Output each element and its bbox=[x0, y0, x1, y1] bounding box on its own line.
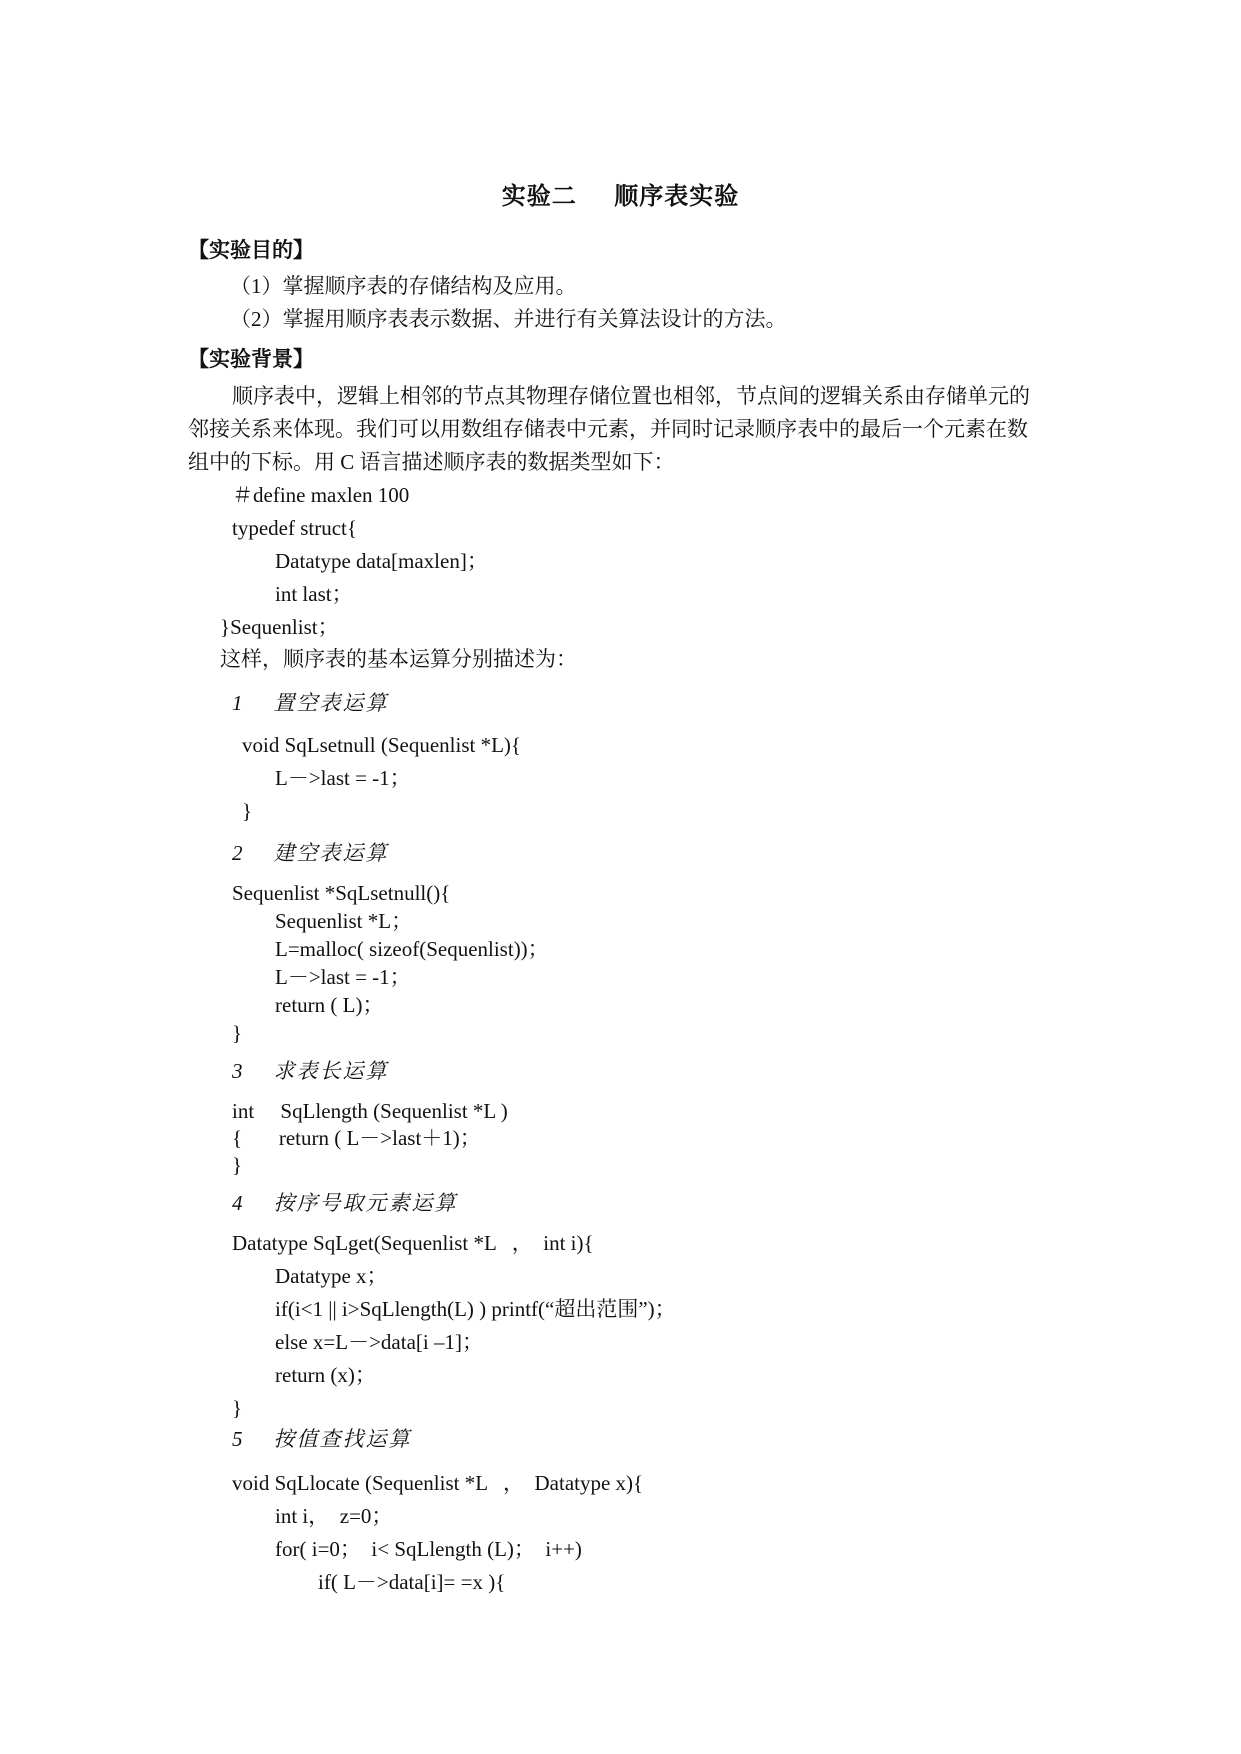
purpose-heading: 【实验目的】 bbox=[188, 238, 314, 262]
code-line: int i， z=0； bbox=[275, 1504, 393, 1528]
background-line: 组中的下标。用 C 语言描述顺序表的数据类型如下： bbox=[188, 450, 675, 474]
code-line: L=malloc( sizeof(Sequenlist))； bbox=[275, 937, 549, 961]
code-line: } bbox=[242, 799, 253, 823]
code-line: Sequenlist *SqLsetnull(){ bbox=[232, 881, 451, 905]
op-heading: 1 置空表运算 bbox=[232, 691, 389, 715]
code-line: int last； bbox=[275, 582, 353, 606]
code-line: for( i=0； i< SqLlength (L)； i++) bbox=[275, 1537, 582, 1561]
code-line: Datatype x； bbox=[275, 1264, 388, 1288]
purpose-item: （2）掌握用顺序表表示数据、并进行有关算法设计的方法。 bbox=[230, 307, 787, 331]
code-line: else x=L－>data[i –1]； bbox=[275, 1330, 483, 1354]
ops-intro: 这样，顺序表的基本运算分别描述为： bbox=[220, 647, 577, 671]
page-title: 实验二 顺序表实验 bbox=[501, 182, 740, 210]
code-line: if( L－>data[i]= =x ){ bbox=[318, 1570, 506, 1594]
op-heading: 3 求表长运算 bbox=[232, 1059, 389, 1083]
code-line: return ( L)； bbox=[275, 993, 384, 1017]
code-line: Datatype data[maxlen]； bbox=[275, 549, 488, 573]
op-heading: 5 按值查找运算 bbox=[232, 1427, 412, 1451]
code-line: } bbox=[232, 1021, 243, 1045]
code-line: typedef struct{ bbox=[232, 516, 357, 540]
purpose-item: （1）掌握顺序表的存储结构及应用。 bbox=[230, 274, 577, 298]
code-line: ＃define maxlen 100 bbox=[232, 483, 410, 507]
code-line: } bbox=[232, 1153, 243, 1177]
code-line: } bbox=[232, 1396, 243, 1420]
code-line: if(i<1 || i>SqLlength(L) ) printf(“超出范围”)； bbox=[275, 1297, 676, 1321]
op-heading: 4 按序号取元素运算 bbox=[232, 1191, 458, 1215]
background-heading: 【实验背景】 bbox=[188, 347, 314, 371]
code-line: return (x)； bbox=[275, 1363, 376, 1387]
code-line: void SqLsetnull (Sequenlist *L){ bbox=[242, 733, 521, 757]
background-line: 邻接关系来体现。我们可以用数组存储表中元素，并同时记录顺序表中的最后一个元素在数 bbox=[188, 417, 1028, 441]
code-line: L－>last = -1； bbox=[275, 766, 411, 790]
code-line: L－>last = -1； bbox=[275, 965, 411, 989]
code-line: Datatype SqLget(Sequenlist *L ， int i){ bbox=[232, 1231, 594, 1255]
code-line: }Sequenlist； bbox=[220, 615, 339, 639]
op-heading: 2 建空表运算 bbox=[232, 841, 389, 865]
background-line: 顺序表中，逻辑上相邻的节点其物理存储位置也相邻，节点间的逻辑关系由存储单元的 bbox=[232, 384, 1030, 408]
code-line: void SqLlocate (Sequenlist *L ， Datatype x){ bbox=[232, 1471, 644, 1495]
code-line: Sequenlist *L； bbox=[275, 909, 413, 933]
code-line: { return ( L－>last＋1)； bbox=[232, 1126, 481, 1150]
code-line: int SqLlength (Sequenlist *L ) bbox=[232, 1099, 508, 1123]
